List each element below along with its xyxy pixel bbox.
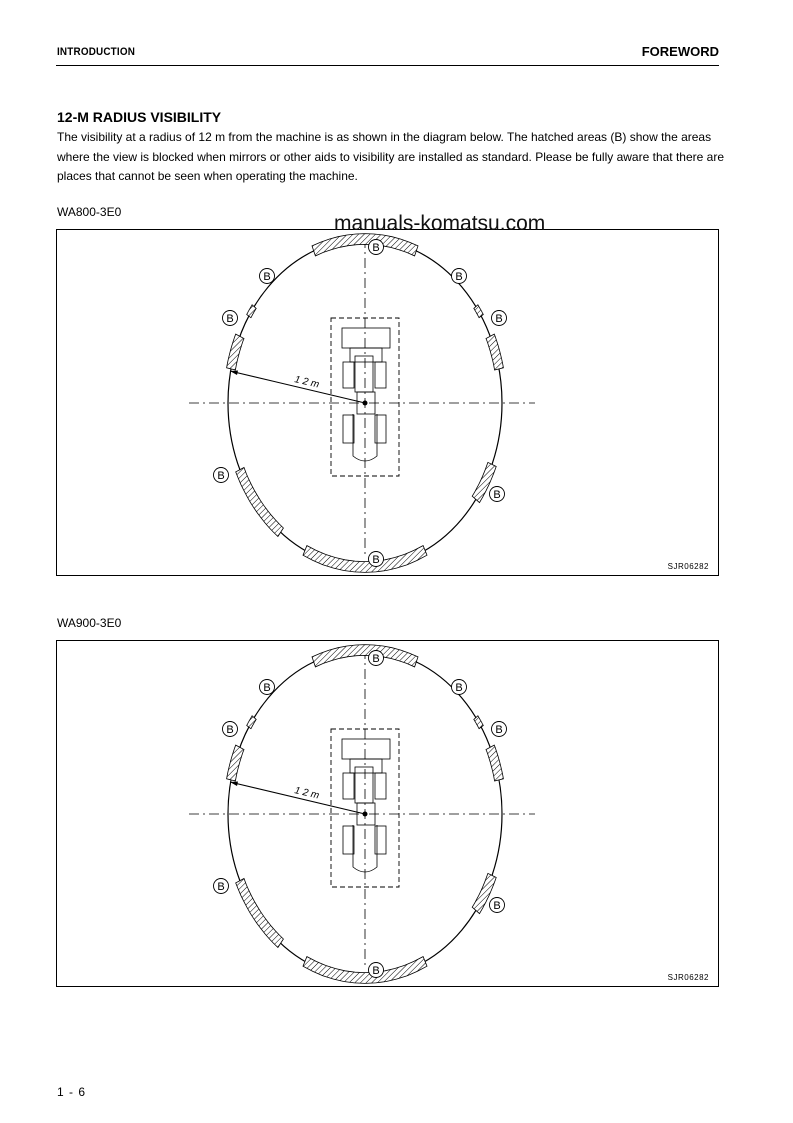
rear-left-tire	[343, 826, 354, 854]
area-b-marker	[369, 552, 384, 567]
header-divider	[56, 65, 719, 66]
hatched-blocked-area	[247, 305, 257, 318]
marker-label: B	[455, 682, 463, 694]
marker-label: B	[455, 271, 463, 283]
marker-label: B	[372, 554, 380, 566]
hatched-blocked-area	[303, 546, 427, 573]
area-b-marker	[260, 269, 275, 284]
area-b-marker	[490, 898, 505, 913]
section-title: 12-M RADIUS VISIBILITY	[57, 109, 222, 125]
hatched-blocked-area	[236, 879, 284, 948]
hatched-blocked-area	[486, 745, 503, 781]
marker-label: B	[493, 489, 501, 501]
front-right-tire	[375, 773, 386, 799]
marker-label: B	[263, 271, 271, 283]
hatched-blocked-area	[474, 716, 484, 729]
figure-1-model-label: WA800-3E0	[57, 205, 122, 219]
front-right-tire	[375, 362, 386, 388]
marker-label: B	[372, 965, 380, 977]
marker-label: B	[226, 724, 234, 736]
area-b-marker	[490, 487, 505, 502]
front-left-tire	[343, 773, 354, 799]
front-left-tire	[343, 362, 354, 388]
rear-left-tire	[343, 415, 354, 443]
hatched-blocked-area	[474, 305, 484, 318]
radius-arrowhead	[230, 782, 238, 787]
marker-label: B	[217, 881, 225, 893]
area-b-marker	[223, 311, 238, 326]
header-section-label: INTRODUCTION	[57, 46, 136, 58]
hatched-blocked-area	[486, 334, 503, 370]
hatched-blocked-area	[227, 745, 244, 781]
hatched-blocked-area	[236, 468, 284, 537]
figure-code: SJR06282	[667, 562, 709, 571]
area-b-marker	[452, 269, 467, 284]
section-paragraph: The visibility at a radius of 12 m from the machine is as shown in the diagram below. The hatched areas (B) show the areas where the view is blocked when mirrors or other aids to visibility are installed as standard. Please be fully aware that there are places that cannot be seen when operating the machine.	[57, 130, 724, 183]
front-frame	[355, 356, 373, 392]
area-b-marker	[492, 722, 507, 737]
marker-label: B	[217, 470, 225, 482]
figure-1-visibility-diagram	[56, 229, 719, 576]
hatched-blocked-area	[303, 957, 427, 984]
marker-label: B	[495, 313, 503, 325]
area-b-marker	[452, 680, 467, 695]
area-b-marker	[369, 963, 384, 978]
marker-label: B	[263, 682, 271, 694]
radius-label: 1 2 m	[293, 785, 321, 802]
watermark-text: manuals-komatsu.com	[334, 212, 546, 235]
bucket	[342, 739, 390, 759]
radius-arrowhead	[230, 371, 238, 376]
figure-1-svg	[57, 230, 720, 577]
marker-label: B	[372, 653, 380, 665]
figure-code: SJR06282	[667, 973, 709, 982]
radius-label: 1 2 m	[293, 374, 321, 391]
wheel-loader-topview	[342, 739, 390, 872]
hatched-blocked-area	[227, 334, 244, 370]
marker-label: B	[226, 313, 234, 325]
page-number: 1 - 6	[57, 1085, 87, 1099]
bucket	[342, 328, 390, 348]
figure-2-visibility-diagram	[56, 640, 719, 987]
marker-label: B	[495, 724, 503, 736]
area-b-marker	[223, 722, 238, 737]
header-chapter-label: FOREWORD	[641, 44, 719, 59]
front-frame	[355, 767, 373, 803]
wheel-loader-topview	[342, 328, 390, 461]
marker-label: B	[372, 242, 380, 254]
area-b-marker	[492, 311, 507, 326]
figure-2-svg	[57, 641, 720, 988]
figure-2-model-label: WA900-3E0	[57, 616, 122, 630]
area-b-marker	[214, 468, 229, 483]
area-b-marker	[369, 651, 384, 666]
area-b-marker	[214, 879, 229, 894]
area-b-marker	[260, 680, 275, 695]
hatched-blocked-area	[247, 716, 257, 729]
area-b-marker	[369, 240, 384, 255]
marker-label: B	[493, 900, 501, 912]
